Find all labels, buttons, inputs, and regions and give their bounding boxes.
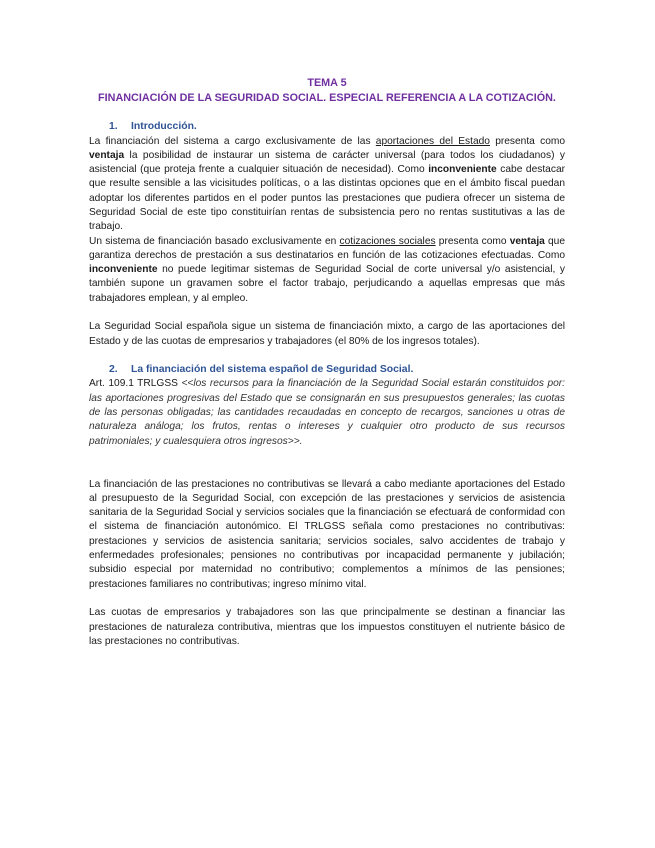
- bold-term: inconveniente: [89, 264, 158, 276]
- bold-term: ventaja: [89, 149, 125, 161]
- underlined-term: aportaciones del Estado: [375, 135, 490, 147]
- spacer: [89, 449, 565, 463]
- section-heading-text: La financiación del sistema español de Seguridad Social.: [131, 363, 414, 375]
- text: Art. 109.1 TRLGSS: [89, 378, 182, 390]
- section-heading-introduccion: [109, 120, 565, 135]
- underlined-term: cotizaciones sociales: [339, 235, 436, 247]
- section-number: 2.: [109, 363, 118, 375]
- paragraph-aportaciones-estado: [89, 135, 565, 235]
- text: cabe destacar que resulte sensible a las vicisitudes políticas, o a las distintas opciones que en el ámbito fiscal puedan adoptar los diferentes partidos en el poder puntos las prestaciones que pudiera ofrecer un sistema de Seguridad Social de este tipo constituirían rentas de subsistencia pero no rentas sustitutivas a las de trabajo.: [89, 164, 565, 233]
- text: no puede legitimar sistemas de Seguridad Social de corte universal y/o asistencial, y también supone un gravamen sobre el factor trabajo, perjudicando a aquellas empresas que más trabajadores emplean, y al empleo.: [89, 264, 565, 304]
- spacer: [89, 306, 565, 320]
- section-heading-text: Introducción.: [131, 121, 197, 132]
- section-number: 1.: [109, 121, 118, 132]
- spacer: [89, 592, 565, 606]
- section-heading-financiacion: [109, 363, 565, 378]
- text: que garantiza derechos de prestación a sus destinatarios en función de las cotizaciones efectuadas. Como: [89, 235, 566, 261]
- document-page: [89, 76, 565, 649]
- text: La financiación del sistema a cargo exclusivamente de las: [89, 135, 376, 147]
- document-title-tema: TEMA 5: [307, 77, 347, 89]
- text: presenta como: [435, 235, 510, 247]
- text: la posibilidad de instaurar un sistema de carácter universal (para todos los ciudadanos) y asistencial (que proteja frente a cualquier situación de necesidad). Como: [89, 149, 565, 176]
- spacer: [89, 463, 565, 477]
- text: Un sistema de financiación basado exclusivamente en: [89, 235, 340, 247]
- document-title: FINANCIACIÓN DE LA SEGURIDAD SOCIAL. ESPECIAL REFERENCIA A LA COTIZACIÓN.: [98, 92, 556, 104]
- paragraph-cuotas: Las cuotas de empresarios y trabajadores son las que principalmente se destinan a financiar las prestaciones de naturaleza contributiva, mientras que los impuestos constituyen el nutriente básico de las prestaciones no contributivas.: [89, 607, 565, 647]
- legal-quote: <<los recursos para la financiación de la Seguridad Social estarán constituidos por: las aportaciones progresivas del Estado que se consignarán en sus presupuestos generales; las cuotas de las personas obligadas; las cantidades recaudadas en concepto de recargos, sanciones u otras de naturaleza análoga; los frutos, rentas o intereses y cualquier otro producto de sus recursos patrimoniales; y cualesquiera otros ingresos>>.: [89, 378, 565, 447]
- paragraph-sistema-mixto: La Seguridad Social española sigue un sistema de financiación mixto, a cargo de las aportaciones del Estado y de las cuotas de empresarios y trabajadores (el 80% de los ingresos totales).: [89, 321, 565, 347]
- paragraph-cotizaciones-sociales: [89, 235, 565, 306]
- bold-term: inconveniente: [428, 164, 497, 176]
- paragraph-no-contributivas: La financiación de las prestaciones no contributivas se llevará a cabo mediante aportaciones del Estado al presupuesto de la Seguridad Social, con excepción de las prestaciones y servicios de asistencia sanitaria de la Seguridad Social y servicios sociales que la financiación se efectuará de conformidad con el sistema de financiación autonómico. El TRLGSS señala como prestaciones no contributivas: prestaciones y servicios de asistencia sanitaria; servicios sociales, salvo accidentes de trabajo y enfermedades profesionales; pensiones no contributivas por incapacidad permanente y jubilación; subsidio especial por maternidad no contributivo; complementos a mínimos de las pensiones; prestaciones familiares no contributivas; ingreso mínimo vital.: [89, 478, 565, 590]
- paragraph-art-109: [89, 377, 565, 448]
- text: presenta como: [489, 135, 566, 147]
- bold-term: ventaja: [509, 235, 545, 247]
